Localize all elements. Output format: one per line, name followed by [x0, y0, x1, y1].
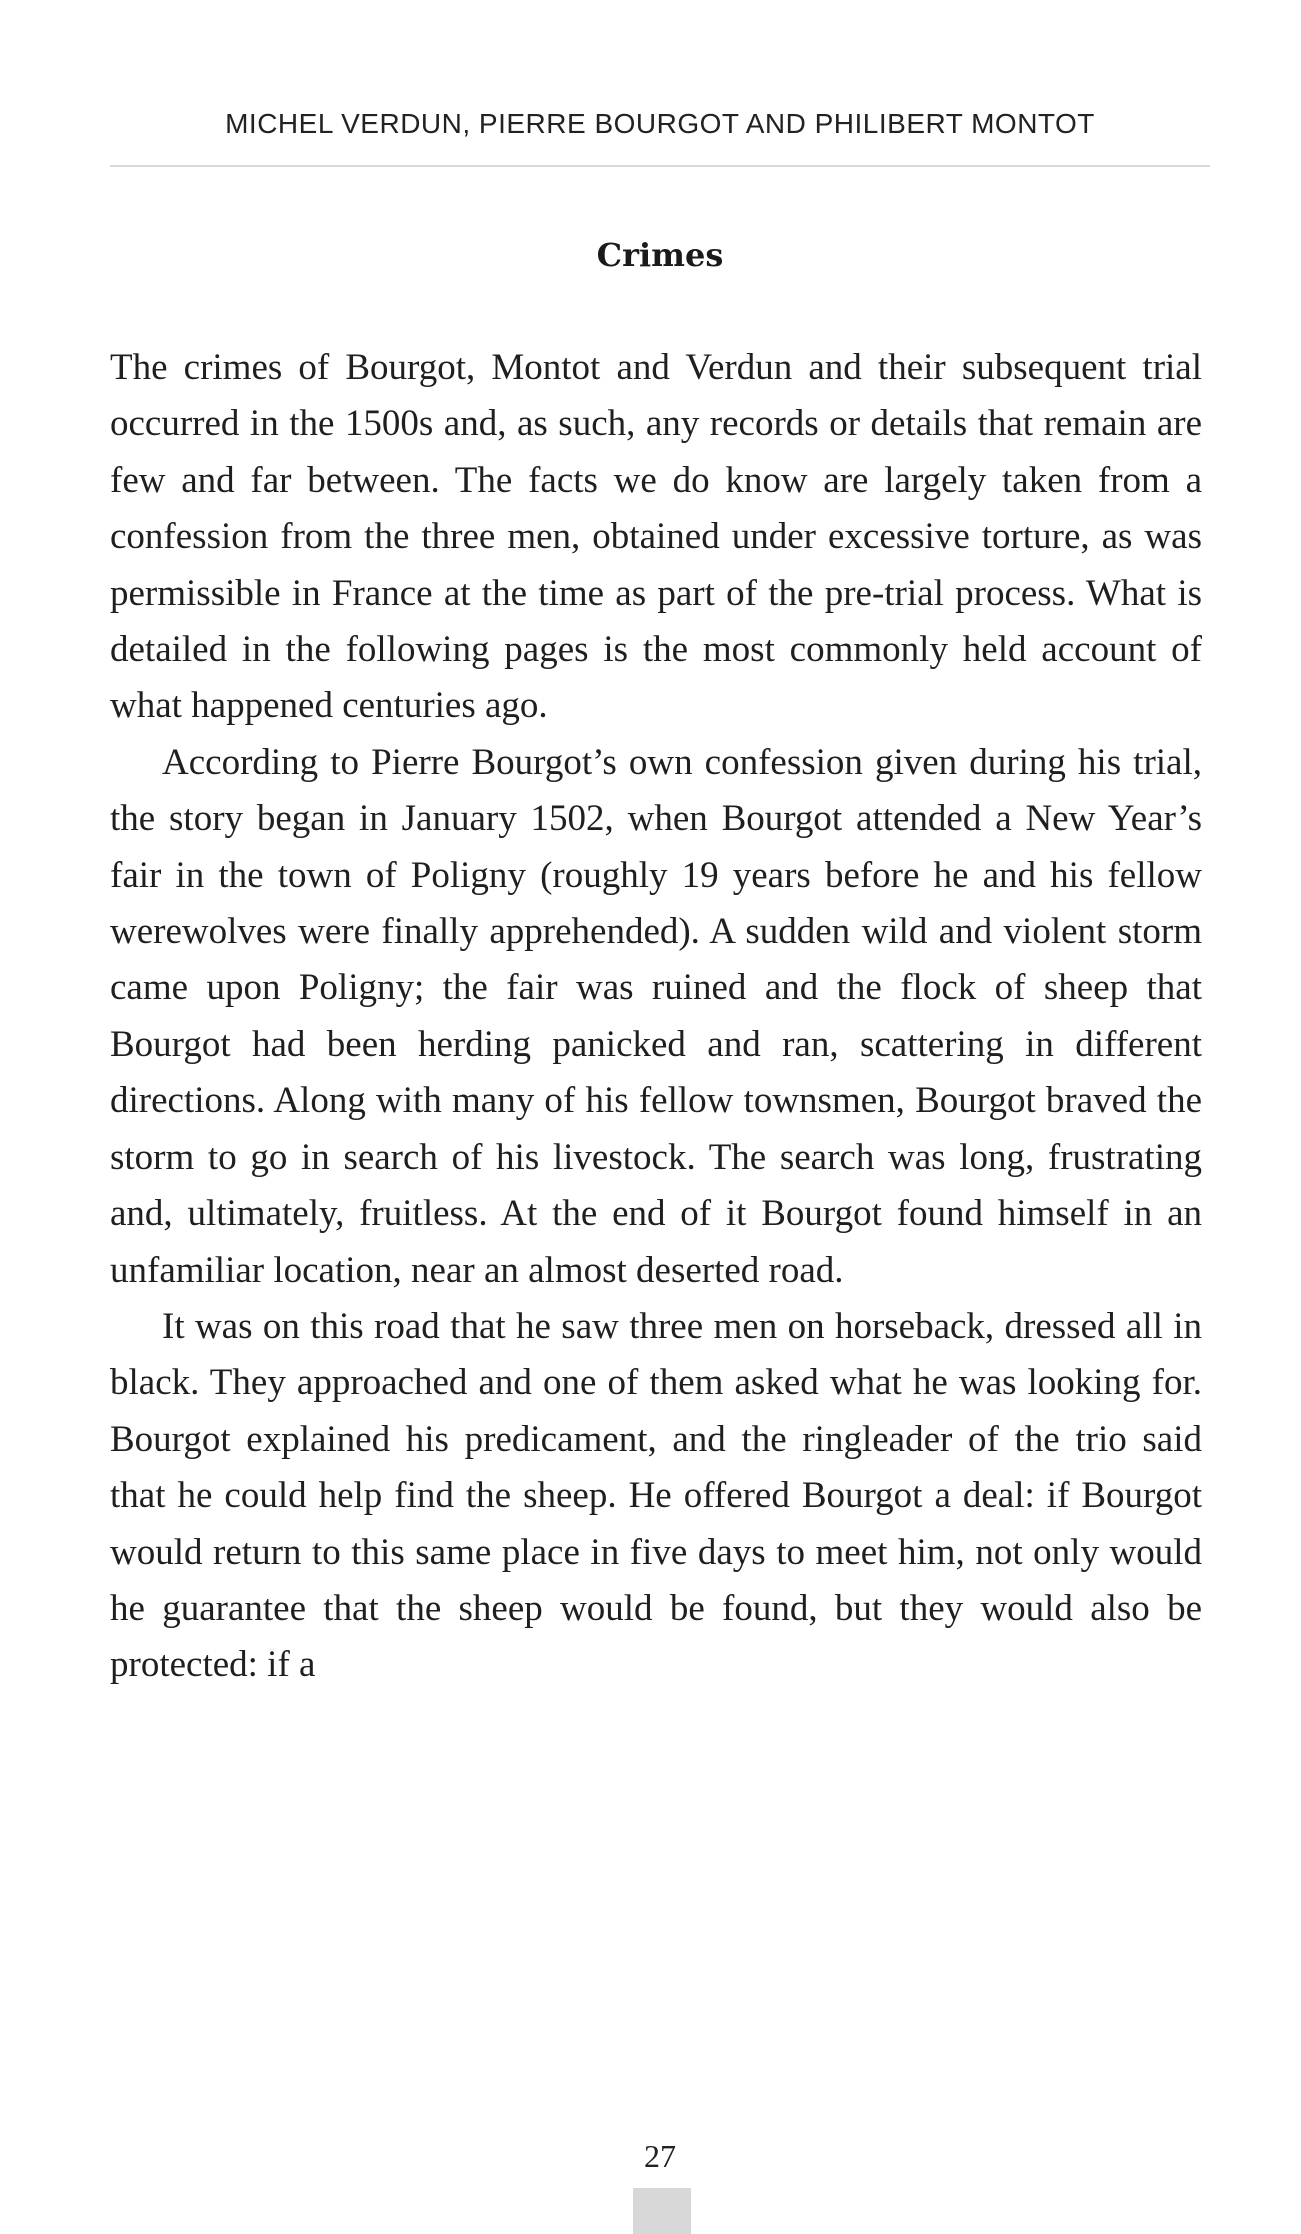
section-title: Crimes [596, 236, 724, 274]
page-number: 27 [644, 2138, 676, 2174]
paragraph-2: According to Pierre Bourgot’s own confession given during his trial, the story began in January 1502, when Bourgot attended a New Year’s fair in the town of Poligny (roughly 19 years before he and his fellow werewolves were finally apprehended). A sudden wild and violent storm came upon Poligny; the fair was ruined and the flock of sheep that Bourgot had been herding panicked and ran, scattering in different directions. Along with many of his fellow townsmen, Bourgot braved the storm to go in search of his livestock. The search was long, frustrating and, ultimately, fruitless. At the end of it Bourgot found himself in an unfamiliar location, near an almost deserted road. [110, 741, 1202, 1291]
paragraph-3: It was on this road that he saw three men on horseback, dressed all in black. They approached and one of them asked what he was looking for. Bourgot explained his predicament, and the ringleader of the trio said that he could help find the sheep. He offered Bourgot a deal: if Bourgot would return to this same place in five days to meet him, not only would he guarantee that the sheep would be found, but they would also be protected: if a [110, 1305, 1202, 1686]
page-edge-tab [633, 2188, 691, 2234]
body-text [110, 340, 1202, 1694]
header-rule [110, 165, 1210, 167]
running-head: MICHEL VERDUN, PIERRE BOURGOT AND PHILIBERT MONTOT [225, 108, 1095, 139]
paragraph-1: The crimes of Bourgot, Montot and Verdun and their subsequent trial occurred in the 1500s and, as such, any records or details that remain are few and far between. The facts we do know are largely taken from a confession from the three men, obtained under excessive torture, as was permissible in France at the time as part of the pre-trial process. What is detailed in the following pages is the most commonly held account of what happened centuries ago. [110, 347, 1202, 727]
